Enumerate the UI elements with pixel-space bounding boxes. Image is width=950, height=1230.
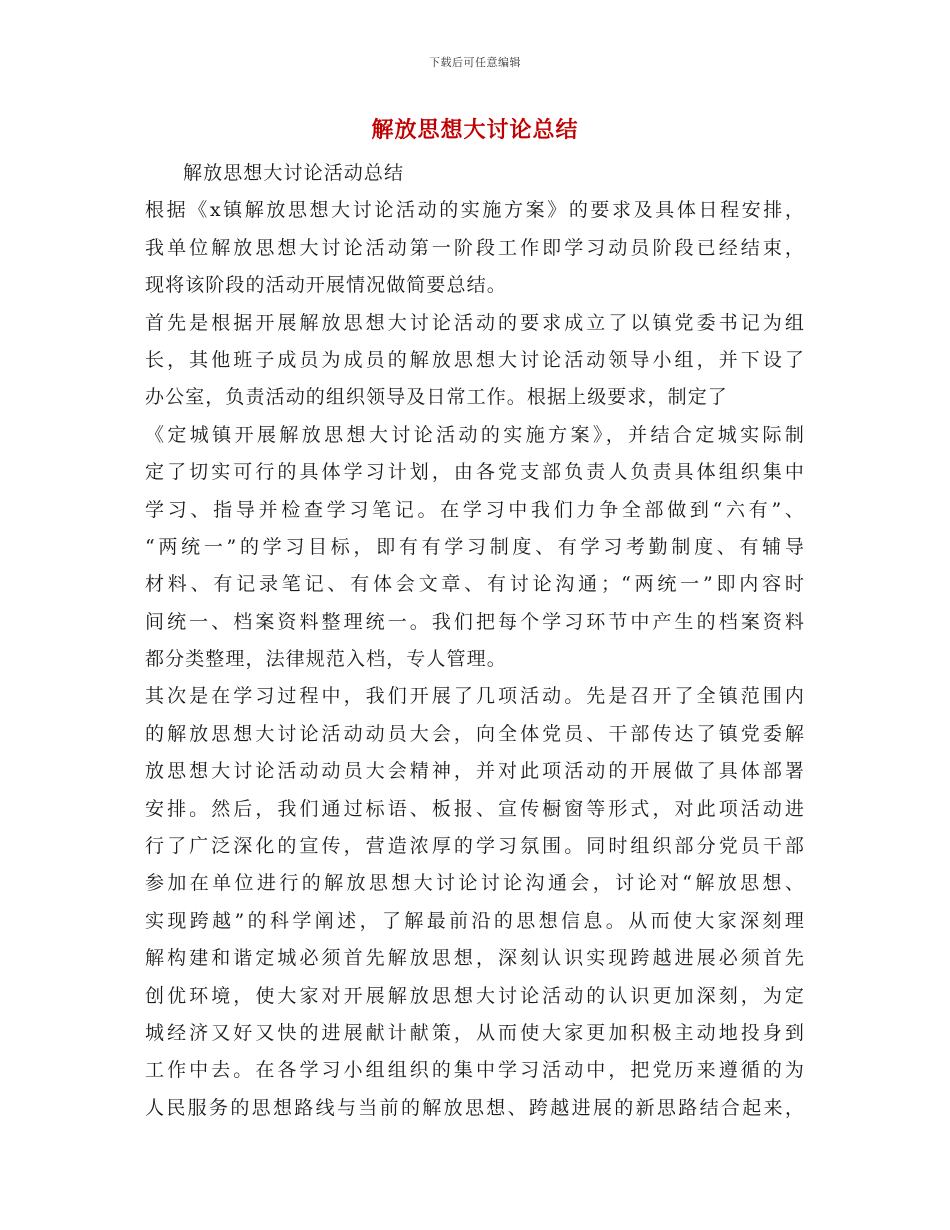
body-line: 放思想大讨论活动动员大会精神，并对此项活动的开展做了具体部署 <box>145 760 805 783</box>
body-line: 创优环境，使大家对开展解放思想大讨论活动的认识更加深刻，为定 <box>145 984 805 1007</box>
body-line: 定了切实可行的具体学习计划，由各党支部负责人负责具体组织集中 <box>145 461 805 484</box>
body-line: 材料、有记录笔记、有体会文章、有讨论沟通；“两统一”即内容时 <box>145 573 805 596</box>
body-line: 人民服务的思想路线与当前的解放思想、跨越进展的新思路结合起来， <box>145 1096 805 1119</box>
body-line: 都分类整理，法律规范入档，专人管理。 <box>145 648 507 671</box>
body-line: 《定城镇开展解放思想大讨论活动的实施方案》，并结合定城实际制 <box>145 423 805 446</box>
document-body <box>145 155 805 1127</box>
section-heading: 解放思想大讨论活动总结 <box>183 162 405 184</box>
body-line: 现将该阶段的活动开展情况做简要总结。 <box>145 274 507 297</box>
body-line: 城经济又好又快的进展献计献策，从而使大家更加积极主动地投身到 <box>145 1021 805 1044</box>
body-line: 安排。然后，我们通过标语、板报、宣传橱窗等形式，对此项活动进 <box>145 797 805 820</box>
body-line: 解构建和谐定城必须首先解放思想，深刻认识实现跨越进展必须首先 <box>145 947 805 970</box>
document-title: 解放思想大讨论总结 <box>371 117 579 143</box>
body-line: 学习、指导并检查学习笔记。在学习中我们力争全部做到“六有”、 <box>145 498 805 521</box>
body-line: 工作中去。在各学习小组组织的集中学习活动中，把党历来遵循的为 <box>145 1059 805 1082</box>
body-line: 间统一、档案资料整理统一。我们把每个学习环节中产生的档案资料 <box>145 610 805 633</box>
body-line: 其次是在学习过程中，我们开展了几项活动。先是召开了全镇范围内 <box>145 685 805 708</box>
body-line: 的解放思想大讨论活动动员大会，向全体党员、干部传达了镇党委解 <box>145 722 805 745</box>
body-line: 办公室，负责活动的组织领导及日常工作。根据上级要求，制定了 <box>145 386 728 409</box>
body-line: 实现跨越”的科学阐述，了解最前沿的思想信息。从而使大家深刻理 <box>145 909 805 932</box>
header-note: 下载后可任意编辑 <box>429 56 521 69</box>
body-line: 根据《x镇解放思想大讨论活动的实施方案》的要求及具体日程安排， <box>145 199 805 222</box>
body-line: 长，其他班子成员为成员的解放思想大讨论活动领导小组，并下设了 <box>145 348 805 371</box>
body-line: 首先是根据开展解放思想大讨论活动的要求成立了以镇党委书记为组 <box>145 311 805 334</box>
body-line: 参加在单位进行的解放思想大讨论讨论沟通会，讨论对“解放思想、 <box>145 872 805 895</box>
body-line: 我单位解放思想大讨论活动第一阶段工作即学习动员阶段已经结束， <box>145 236 805 259</box>
body-line: 行了广泛深化的宣传，营造浓厚的学习氛围。同时组织部分党员干部 <box>145 835 805 858</box>
body-line: “两统一”的学习目标，即有有学习制度、有学习考勤制度、有辅导 <box>145 535 805 558</box>
